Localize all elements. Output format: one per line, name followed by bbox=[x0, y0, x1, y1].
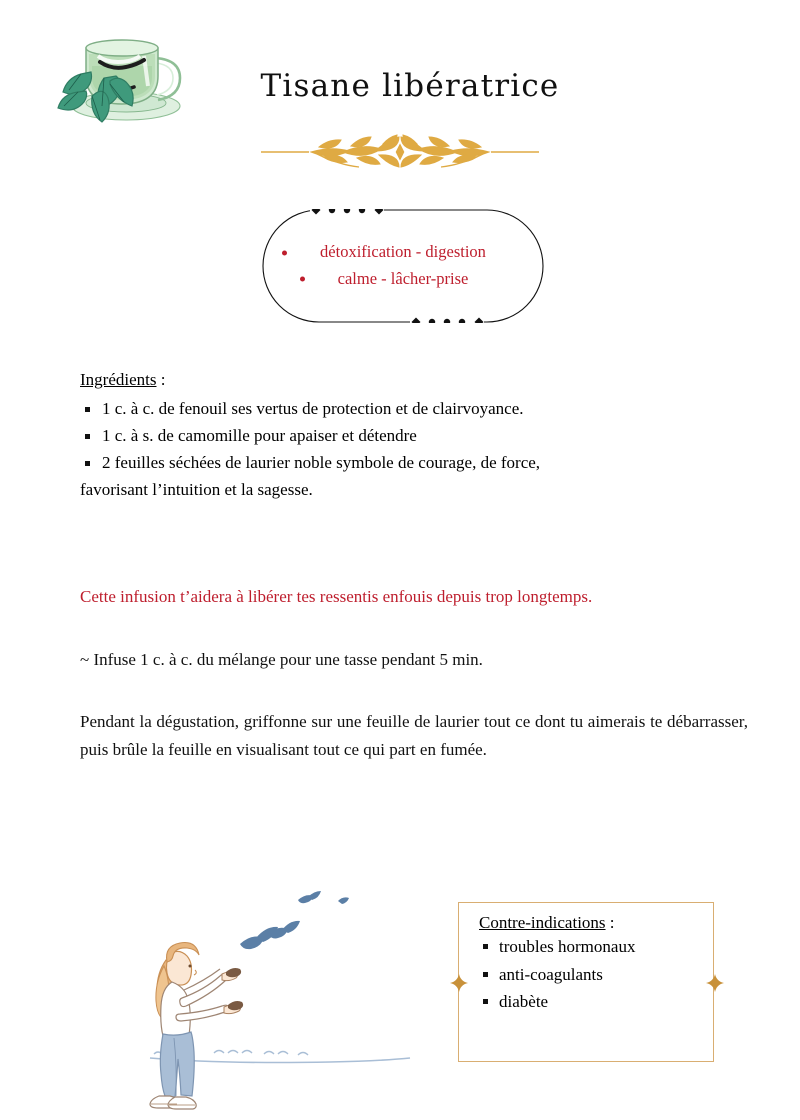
gold-diamond-ornament-right-icon bbox=[706, 974, 724, 992]
benefits-badge bbox=[262, 209, 544, 323]
list-item bbox=[80, 450, 748, 477]
green-teacup-with-mint-leaves-illustration bbox=[48, 22, 198, 130]
contraindications-content bbox=[479, 913, 699, 1016]
infusion-instruction: ~ Infuse 1 c. à c. du mélange pour une tasse pendant 5 min. bbox=[80, 650, 483, 669]
list-item bbox=[479, 988, 699, 1016]
list-item bbox=[80, 396, 748, 423]
contraindication-label: anti-coagulants bbox=[499, 964, 603, 984]
square-bullet-icon bbox=[85, 461, 90, 466]
woman-releasing-birds-illustration bbox=[122, 890, 452, 1110]
document-header bbox=[0, 0, 800, 180]
contraindication-label: diabète bbox=[499, 992, 549, 1012]
bullet-dot-icon bbox=[282, 250, 287, 255]
list-item bbox=[80, 423, 748, 450]
ingredients-heading-colon: : bbox=[156, 370, 166, 389]
benefit-item bbox=[338, 268, 469, 291]
benefit-label: calme - lâcher-prise bbox=[337, 269, 469, 288]
square-bullet-icon bbox=[85, 407, 90, 412]
benefit-item bbox=[320, 241, 486, 264]
ingredients-heading-label: Ingrédients bbox=[80, 370, 157, 389]
benefit-label: détoxification - digestion bbox=[320, 242, 486, 262]
page-title: Tisane libératrice bbox=[260, 68, 560, 104]
gold-floral-laurel-divider-ornament bbox=[255, 133, 545, 171]
ingredient-label: 2 feuilles séchées de laurier noble symbole de courage, de force, bbox=[102, 452, 541, 472]
square-bullet-icon bbox=[483, 972, 488, 977]
bullet-dot-icon bbox=[300, 277, 305, 282]
contraindication-label: troubles hormonaux bbox=[499, 937, 636, 956]
ingredients-heading bbox=[80, 370, 165, 390]
square-bullet-icon bbox=[85, 434, 90, 439]
list-item bbox=[479, 933, 699, 961]
square-bullet-icon bbox=[483, 944, 488, 949]
contraindications-box bbox=[458, 902, 714, 1062]
list-item bbox=[479, 961, 699, 989]
contraindications-title-label: Contre-indications bbox=[479, 913, 606, 932]
gold-diamond-ornament-left-icon bbox=[450, 974, 468, 992]
ingredient-continuation: favorisant l’intuition et la sagesse. bbox=[80, 479, 313, 499]
contraindications-title-colon: : bbox=[605, 913, 615, 932]
ingredient-label: 1 c. à c. de fenouil ses vertus de protection et de clairvoyance. bbox=[102, 399, 524, 418]
ingredient-label: 1 c. à s. de camomille pour apaiser et détendre bbox=[102, 425, 417, 445]
square-bullet-icon bbox=[483, 999, 488, 1004]
bird-flock bbox=[240, 891, 349, 949]
contraindications-title bbox=[479, 913, 699, 933]
ingredients-list bbox=[80, 396, 748, 503]
ritual-paragraph: Pendant la dégustation, griffonne sur une feuille de laurier tout ce dont tu aimerais te débarrasser, puis brûle la feuille en visualisant tout ce qui part en fumée. bbox=[80, 712, 748, 759]
benefits-list bbox=[262, 209, 544, 323]
highlight-paragraph: Cette infusion t’aidera à libérer tes ressentis enfouis depuis trop longtemps. bbox=[80, 587, 593, 606]
